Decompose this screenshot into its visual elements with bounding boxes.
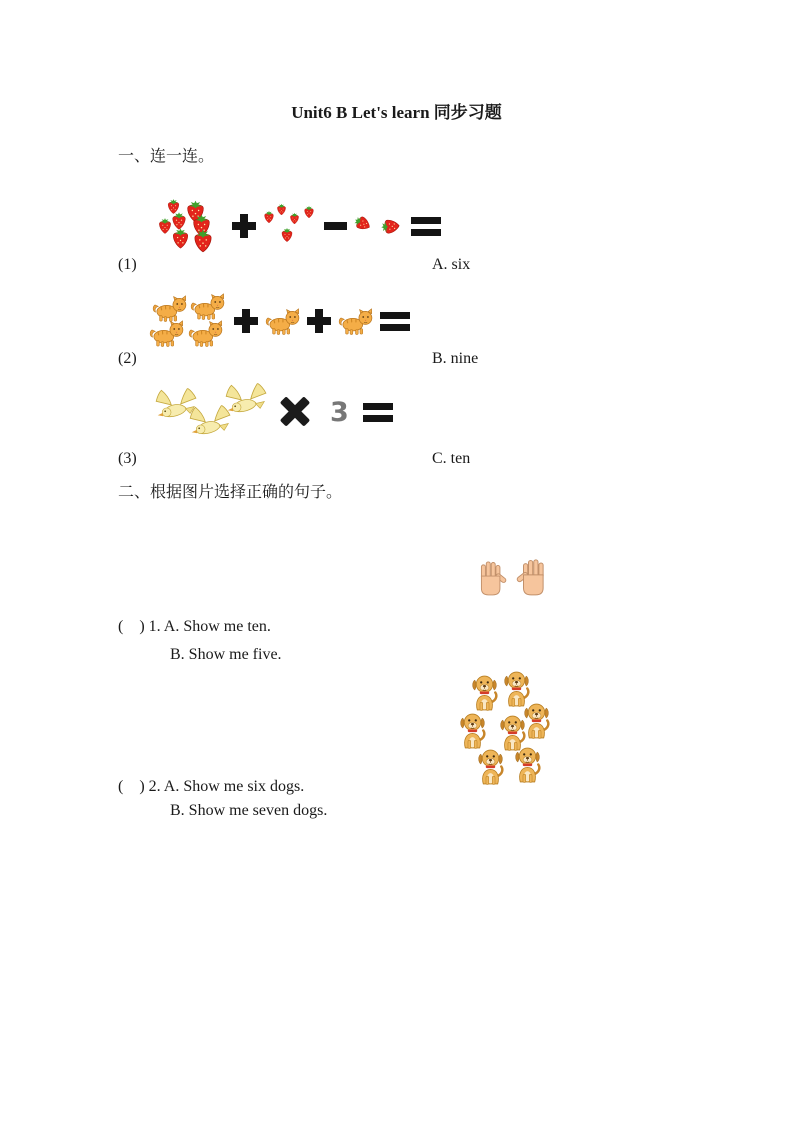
cat-cluster [337, 308, 374, 335]
strawberry-icon [302, 205, 316, 219]
question-1-line-2: B. Show me five. [170, 646, 282, 663]
dogs-image [455, 668, 555, 790]
section-two-heading: 二、根据图片选择正确的句子。 [118, 484, 343, 501]
equation-row-1 [156, 196, 443, 256]
minus-icon [324, 222, 347, 230]
hand-icon [516, 556, 551, 600]
match-option-a: A. six [432, 256, 471, 273]
dog-icon [521, 702, 552, 739]
question-1-line-1: ( ) 1. A. Show me ten. [118, 618, 271, 635]
cat-icon [148, 320, 185, 347]
match-option-b: B. nine [432, 350, 479, 367]
dog-icon [512, 746, 543, 783]
cat-icon [151, 295, 188, 322]
times-icon [280, 397, 310, 427]
bird-cluster [150, 383, 268, 441]
cat-cluster [264, 308, 301, 335]
row-1-number: (1) [118, 256, 137, 273]
strawberry-icon [288, 212, 301, 225]
strawberry-cluster [156, 198, 226, 255]
cat-cluster [148, 295, 228, 347]
equals-icon [380, 312, 410, 331]
equals-icon [363, 403, 393, 422]
equals-icon [411, 217, 441, 236]
page-title: Unit6 B Let's learn 同步习题 [291, 103, 502, 122]
strawberry-icon [279, 227, 295, 243]
bird-icon [222, 383, 268, 419]
dog-icon [457, 712, 488, 749]
strawberry-icon [190, 228, 216, 254]
row-3-number: (3) [118, 450, 137, 467]
plus-icon [307, 309, 331, 333]
plus-icon [232, 214, 256, 238]
strawberry-cluster [262, 203, 318, 249]
strawberry-icon [350, 211, 376, 237]
strawberry-icon [262, 210, 276, 224]
dog-icon [469, 674, 500, 711]
row-2-number: (2) [118, 350, 137, 367]
dog-icon [475, 748, 506, 785]
hands-image [474, 556, 550, 600]
strawberry-cluster [353, 213, 405, 239]
plus-icon [234, 309, 258, 333]
hand-icon [474, 558, 507, 600]
strawberry-icon [169, 227, 192, 250]
cat-icon [264, 308, 301, 335]
strawberry-icon [379, 215, 402, 238]
cat-icon [337, 308, 374, 335]
match-option-c: C. ten [432, 450, 471, 467]
question-2-line-1: ( ) 2. A. Show me six dogs. [118, 778, 305, 795]
strawberry-icon [275, 203, 288, 216]
multiplier-text: 3 [330, 396, 349, 428]
section-one-heading: 一、连一连。 [118, 148, 215, 165]
cat-icon [187, 320, 224, 347]
question-2-line-2: B. Show me seven dogs. [170, 802, 328, 819]
cat-icon [189, 293, 226, 320]
equation-row-2 [148, 294, 412, 348]
equation-row-3 [150, 382, 395, 442]
